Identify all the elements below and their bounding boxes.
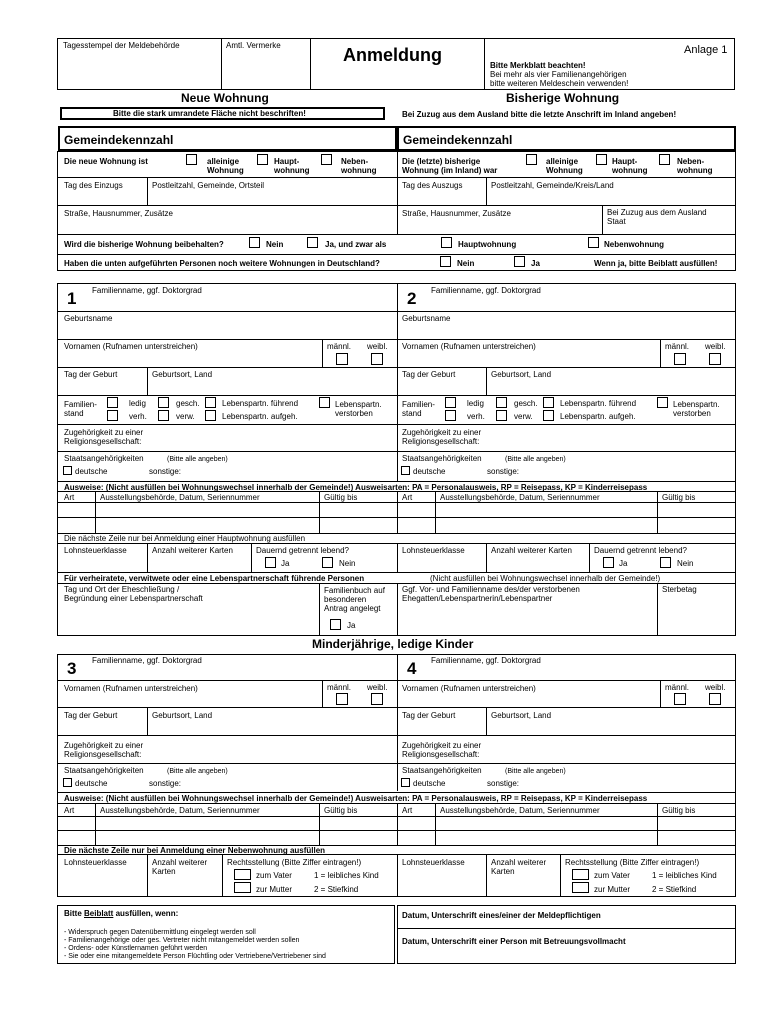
divider: [57, 339, 736, 340]
beiblatt-heading: [64, 909, 178, 918]
divider: [57, 234, 736, 235]
lp-aufgeh-checkbox[interactable]: [205, 410, 216, 421]
religion-label[interactable]: Zugehörigkeit zu einer: [402, 428, 482, 437]
staat-label: Staatsangehörigkeiten: [64, 454, 144, 463]
nebenwohnung-note: Die nächste Zeile nur bei Anmeldung einer Nebenwohnung ausfüllen: [64, 846, 326, 855]
leiblich-label: 1 = leibliches Kind: [314, 871, 379, 880]
religion-label-2[interactable]: Religionsgesellschaft:: [402, 437, 480, 446]
familien-note-2: bitte weiteren Meldeschein verwenden!: [490, 79, 629, 88]
deutsche-label: deutsche: [413, 467, 446, 476]
verw-label: verw.: [514, 412, 533, 421]
bisherige-war-1: Die (letzte) bisherige: [402, 157, 481, 166]
gueltig-label: Gültig bis: [662, 806, 696, 815]
opt-haupt-wohnung: wohnung: [274, 166, 310, 175]
beibehalten-ja-label: Ja, und zwar als: [325, 240, 387, 249]
divider: [397, 803, 398, 845]
divider: [660, 339, 661, 367]
ausstellung-label: Ausstellungsbehörde, Datum, Seriennummer: [100, 806, 260, 815]
sterbetag-label[interactable]: Sterbetag: [662, 585, 697, 594]
ehe-heading-note: (Nicht ausfüllen bei Wohnungswechsel innerhalb der Gemeinde!): [430, 574, 661, 583]
art-label: Art: [64, 493, 75, 502]
sonstige-label[interactable]: sonstige:: [149, 779, 182, 788]
beiblatt-word: Beiblatt: [84, 909, 114, 918]
strasse-alt-label[interactable]: Straße, Hausnummer, Zusätze: [402, 209, 511, 218]
lp-fuehrend-label: Lebenspartn. führend: [222, 399, 299, 408]
weitere-nein-label: Nein: [457, 259, 475, 268]
divider: [222, 854, 223, 897]
divider: [57, 205, 736, 206]
familienstand-label-2: stand: [64, 409, 84, 418]
divider: [657, 803, 658, 845]
verstorbene-label[interactable]: Ggf. Vor- und Familienname des/der verstorbenen: [402, 585, 580, 594]
ehe-heading: Für verheiratete, verwitwete oder eine Lebenspartnerschaft führende Personen: [64, 574, 365, 583]
divider: [397, 654, 398, 791]
divider: [657, 583, 658, 636]
weibl-label: weibl.: [705, 683, 726, 692]
maennl-checkbox[interactable]: [674, 693, 686, 705]
weitere-ja-checkbox[interactable]: [514, 256, 525, 267]
divider: [57, 311, 736, 312]
divider: [57, 792, 736, 793]
geburtsort-label[interactable]: Geburtsort, Land: [152, 370, 213, 379]
weibl-label: weibl.: [367, 342, 388, 351]
deutsche-checkbox[interactable]: [63, 778, 72, 787]
weitere-ja-label: Ja: [531, 259, 540, 268]
familienname-label[interactable]: Familienname, ggf. Doktorgrad: [92, 286, 202, 295]
deutsche-checkbox[interactable]: [401, 778, 410, 787]
rechtsstellung-label: Rechtsstellung (Bitte Ziffer eintragen!): [227, 858, 362, 867]
weibl-label: weibl.: [705, 342, 726, 351]
ausweise-heading: Ausweise: (Nicht ausfüllen bei Wohnungswechsel innerhalb der Gemeinde!) Ausweisarten: PA = Personalausweis, RP = Reisepass, KP = Kinderreisepass: [64, 794, 648, 803]
divider: [147, 854, 148, 897]
getrennt-ja-checkbox[interactable]: [603, 557, 614, 568]
lp-fuehrend-checkbox[interactable]: [543, 397, 554, 408]
lp-aufgeh-label: Lebenspartn. aufgeh.: [560, 412, 636, 421]
divider: [486, 367, 487, 395]
maennl-label: männl.: [665, 683, 690, 692]
divider: [322, 680, 323, 707]
divider: [435, 491, 436, 533]
anlage-label: Anlage 1: [684, 44, 728, 56]
ja-label: Ja: [619, 559, 628, 568]
divider: [57, 735, 736, 736]
divider: [95, 491, 96, 533]
religion-label-2[interactable]: Religionsgesellschaft:: [402, 750, 480, 759]
divider: [57, 367, 736, 368]
familienstand-label: Familien-: [402, 400, 435, 409]
anzahl-karten-label[interactable]: Anzahl weiterer Karten: [491, 546, 572, 555]
verw-label: verw.: [176, 412, 195, 421]
divider: [95, 803, 96, 845]
divider: [147, 543, 148, 572]
deutsche-checkbox[interactable]: [401, 466, 410, 475]
neben-neu-checkbox[interactable]: [321, 154, 332, 165]
gesch-checkbox[interactable]: [158, 397, 169, 408]
divider: [57, 763, 736, 764]
divider: [660, 680, 661, 707]
beibehalten-neben-checkbox[interactable]: [588, 237, 599, 248]
beiblatt-note: Wenn ja, bitte Beiblatt ausfüllen!: [594, 259, 718, 268]
ausstellung-label: Ausstellungsbehörde, Datum, Seriennummer: [440, 806, 600, 815]
art-label: Art: [402, 806, 413, 815]
leiblich-label: 1 = leibliches Kind: [652, 871, 717, 880]
ledig-label: ledig: [467, 399, 484, 408]
deutsche-label: deutsche: [75, 779, 108, 788]
divider: [657, 491, 658, 533]
geburtstag-label[interactable]: Tag der Geburt: [402, 711, 456, 720]
stamp-label: Tagesstempel der Meldebehörde: [63, 41, 180, 50]
ja-label: Ja: [281, 559, 290, 568]
divider: [560, 854, 561, 897]
alleinige-alt-checkbox[interactable]: [526, 154, 537, 165]
religion-label[interactable]: Zugehörigkeit zu einer: [64, 741, 144, 750]
verh-checkbox[interactable]: [107, 410, 118, 421]
bisherige-war-2: Wohnung (im Inland) war: [402, 166, 498, 175]
divider: [147, 177, 148, 205]
verh-label: verh.: [129, 412, 147, 421]
geburtsort-label[interactable]: Geburtsort, Land: [491, 370, 552, 379]
beiblatt-item: - Widerspruch gegen Datenübermittlung eingelegt werden soll: [64, 929, 256, 936]
lohnsteuer-label[interactable]: Lohnsteuerklasse: [402, 546, 465, 555]
merkblatt-note: Bitte Merkblatt beachten!: [490, 61, 586, 70]
ausweise-heading: Ausweise: (Nicht ausfüllen bei Wohnungswechsel innerhalb der Gemeinde!) Ausweisarten: PA = Personalausweis, RP = Reisepass, KP = Kinderreisepass: [64, 483, 648, 492]
maennl-label: männl.: [327, 683, 352, 692]
neben-alt-checkbox[interactable]: [659, 154, 670, 165]
staat-label: Staatsangehörigkeiten: [402, 454, 482, 463]
beiblatt-item: - Ordens- oder Künstlernamen geführt werden: [64, 945, 208, 952]
divider: [57, 481, 736, 482]
ausland-label-2[interactable]: Staat: [607, 217, 626, 226]
geburtsname-label[interactable]: Geburtsname: [64, 314, 113, 323]
divider: [147, 707, 148, 735]
gueltig-label: Gültig bis: [324, 493, 358, 502]
unterschrift-betreuung[interactable]: Datum, Unterschrift einer Person mit Betreuungsvollmacht: [402, 937, 626, 946]
unterschrift-meldepflichtige[interactable]: Datum, Unterschrift eines/einer der Meldepflichtigen: [402, 911, 601, 920]
divider: [251, 543, 252, 572]
maennl-label: männl.: [327, 342, 352, 351]
weibl-checkbox[interactable]: [371, 353, 383, 365]
weibl-label: weibl.: [367, 683, 388, 692]
zum-vater-input[interactable]: [572, 869, 589, 880]
deutsche-checkbox[interactable]: [63, 466, 72, 475]
sonstige-label[interactable]: sonstige:: [149, 467, 182, 476]
divider: [397, 928, 736, 929]
stief-label: 2 = Stiefkind: [652, 885, 697, 894]
divider: [322, 339, 323, 367]
ausland-note: Bei Zuzug aus dem Ausland bitte die letzte Anschrift im Inland angeben!: [402, 110, 677, 119]
alleinige-neu-checkbox[interactable]: [186, 154, 197, 165]
verw-checkbox[interactable]: [496, 410, 507, 421]
divider: [319, 491, 320, 533]
divider: [57, 424, 736, 425]
divider: [57, 254, 736, 255]
staat-label: Staatsangehörigkeiten: [402, 766, 482, 775]
maennl-label: männl.: [665, 342, 690, 351]
gemeindekennzahl-neu: Gemeindekennzahl: [64, 133, 174, 147]
gesch-checkbox[interactable]: [496, 397, 507, 408]
religion-label[interactable]: Zugehörigkeit zu einer: [64, 428, 144, 437]
lp-verst-label-2: verstorben: [335, 409, 373, 418]
eheschliessung-label-2[interactable]: Begründung einer Lebenspartnerschaft: [64, 594, 203, 603]
opt-haupt: Haupt-: [274, 157, 300, 166]
divider: [397, 583, 398, 636]
divider: [57, 177, 736, 178]
staat-label: Staatsangehörigkeiten: [64, 766, 144, 775]
beiblatt-item: - Familienangehörige oder ges. Vertreter nicht mitangemeldet werden sollen: [64, 937, 300, 944]
familienname-label[interactable]: Familienname, ggf. Doktorgrad: [92, 656, 202, 665]
staat-note: (Bitte alle angeben): [505, 768, 566, 775]
verh-checkbox[interactable]: [445, 410, 456, 421]
ledig-label: ledig: [129, 399, 146, 408]
divider: [486, 177, 487, 205]
person-number-1: 1: [67, 289, 77, 308]
zur-mutter-input[interactable]: [572, 882, 589, 893]
auszug-label[interactable]: Tag des Auszugs: [402, 181, 463, 190]
familienname-label[interactable]: Familienname, ggf. Doktorgrad: [431, 286, 541, 295]
anzahl-karten-label[interactable]: Anzahl weiterer: [152, 858, 208, 867]
familienbuch-label: Familienbuch auf: [324, 586, 385, 595]
divider: [589, 543, 590, 572]
verh-label: verh.: [467, 412, 485, 421]
person-number-2: 2: [407, 289, 417, 308]
religion-label[interactable]: Zugehörigkeit zu einer: [402, 741, 482, 750]
deutsche-label: deutsche: [413, 779, 446, 788]
beibehalten-haupt-label: Hauptwohnung: [458, 240, 517, 249]
anzahl-karten-label[interactable]: Anzahl weiterer: [491, 858, 547, 867]
lp-fuehrend-checkbox[interactable]: [205, 397, 216, 408]
geburtsort-label[interactable]: Geburtsort, Land: [152, 711, 213, 720]
beibehalten-haupt-checkbox[interactable]: [441, 237, 452, 248]
weitere-nein-checkbox[interactable]: [440, 256, 451, 267]
haupt-alt-checkbox[interactable]: [596, 154, 607, 165]
zum-vater-label: zum Vater: [594, 871, 630, 880]
deutsche-label: deutsche: [75, 467, 108, 476]
familienstand-label: Familien-: [64, 400, 97, 409]
opt-alleinige: alleinige: [207, 157, 240, 166]
beibehalten-nein-checkbox[interactable]: [249, 237, 260, 248]
divider: [319, 803, 320, 845]
gueltig-label: Gültig bis: [662, 493, 696, 502]
maennl-checkbox[interactable]: [674, 353, 686, 365]
getrennt-label: Dauernd getrennt lebend?: [256, 546, 349, 555]
familienname-label[interactable]: Familienname, ggf. Doktorgrad: [431, 656, 541, 665]
divider: [57, 451, 736, 452]
lp-verst-label: Lebenspartn.: [335, 400, 382, 409]
divider: [310, 38, 311, 90]
lohnsteuer-label[interactable]: Lohnsteuerklasse: [64, 858, 127, 867]
geburtstag-label[interactable]: Tag der Geburt: [64, 370, 118, 379]
divider: [57, 572, 736, 573]
beibehalten-ja-checkbox[interactable]: [307, 237, 318, 248]
person-number-4: 4: [407, 659, 417, 678]
art-label: Art: [402, 493, 413, 502]
vermerke-label: Amtl. Vermerke: [226, 41, 281, 50]
staat-note: (Bitte alle angeben): [505, 456, 566, 463]
divider: [486, 543, 487, 572]
minderjaehrige-heading: Minderjährige, ledige Kinder: [312, 637, 474, 651]
geburtstag-label[interactable]: Tag der Geburt: [64, 711, 118, 720]
divider: [397, 491, 398, 533]
divider: [602, 205, 603, 234]
nein-label: Nein: [677, 559, 694, 568]
staat-note: (Bitte alle angeben): [167, 768, 228, 775]
lohnsteuer-label[interactable]: Lohnsteuerklasse: [64, 546, 127, 555]
neue-wohnung-heading: Neue Wohnung: [181, 91, 269, 105]
rechtsstellung-label: Rechtsstellung (Bitte Ziffer eintragen!): [565, 858, 700, 867]
strasse-neu-label[interactable]: Straße, Hausnummer, Zusätze: [64, 209, 173, 218]
beibehalten-question: Wird die bisherige Wohnung beibehalten?: [64, 240, 224, 249]
bisherige-wohnung-heading: Bisherige Wohnung: [506, 91, 620, 105]
anzahl-karten-label-2[interactable]: Karten: [152, 867, 176, 876]
anzahl-karten-label-2[interactable]: Karten: [491, 867, 515, 876]
divider: [435, 803, 436, 845]
zum-vater-input[interactable]: [234, 869, 251, 880]
zur-mutter-label: zur Mutter: [256, 885, 293, 894]
gesch-label: gesch.: [514, 399, 538, 408]
vornamen-label[interactable]: Vornamen (Rufnamen unterstreichen): [64, 342, 198, 351]
geburtsname-label[interactable]: Geburtsname: [402, 314, 451, 323]
familien-note-1: Bei mehr als vier Familienangehörigen: [490, 70, 627, 79]
lp-verst-label-2: verstorben: [673, 409, 711, 418]
divider: [486, 854, 487, 897]
gesch-label: gesch.: [176, 399, 200, 408]
religion-label-2[interactable]: Religionsgesellschaft:: [64, 437, 142, 446]
beiblatt-item: - Sie oder eine mitangemeldete Person Flüchtling oder Vertriebene/Vertriebener sind: [64, 953, 326, 960]
familienbuch-ja-label: Ja: [347, 621, 356, 630]
lp-verst-checkbox[interactable]: [319, 397, 330, 408]
vornamen-label[interactable]: Vornamen (Rufnamen unterstreichen): [64, 684, 198, 693]
weibl-checkbox[interactable]: [709, 693, 721, 705]
divider: [319, 583, 320, 636]
beibehalten-neben-label: Nebenwohnung: [604, 240, 664, 249]
getrennt-label: Dauernd getrennt lebend?: [594, 546, 687, 555]
lp-fuehrend-label: Lebenspartn. führend: [560, 399, 637, 408]
getrennt-ja-checkbox[interactable]: [265, 557, 276, 568]
opt-haupt-wohnung: wohnung: [612, 166, 648, 175]
opt-haupt: Haupt-: [612, 157, 638, 166]
divider: [221, 38, 222, 90]
opt-wohnung: Wohnung: [207, 166, 244, 175]
maennl-checkbox[interactable]: [336, 353, 348, 365]
divider: [486, 707, 487, 735]
weibl-checkbox[interactable]: [709, 353, 721, 365]
opt-neben: Neben-: [341, 157, 369, 166]
weitere-wohnungen-question: Haben die unten aufgeführten Personen noch weitere Wohnungen in Deutschland?: [64, 259, 380, 268]
sonstige-label[interactable]: sonstige:: [487, 779, 520, 788]
divider: [57, 395, 736, 396]
sonstige-label[interactable]: sonstige:: [487, 467, 520, 476]
divider: [57, 680, 736, 681]
maennl-checkbox[interactable]: [336, 693, 348, 705]
beiblatt-pre: Bitte: [64, 909, 84, 918]
person-number-3: 3: [67, 659, 77, 678]
lp-aufgeh-label: Lebenspartn. aufgeh.: [222, 412, 298, 421]
wohnung-ist-label: Die neue Wohnung ist: [64, 157, 148, 166]
ledig-checkbox[interactable]: [107, 397, 118, 408]
familienbuch-label-3: Antrag angelegt: [324, 604, 381, 613]
divider: [57, 707, 736, 708]
opt-alleinige: alleinige: [546, 157, 579, 166]
lp-aufgeh-checkbox[interactable]: [543, 410, 554, 421]
eheschliessung-label[interactable]: Tag und Ort der Eheschließung /: [64, 585, 180, 594]
vornamen-label[interactable]: Vornamen (Rufnamen unterstreichen): [402, 684, 536, 693]
beiblatt-post: ausfüllen, wenn:: [113, 909, 179, 918]
form-title: Anmeldung: [343, 45, 442, 65]
religion-label-2[interactable]: Religionsgesellschaft:: [64, 750, 142, 759]
gemeindekennzahl-alt: Gemeindekennzahl: [403, 133, 513, 147]
familienbuch-label-2: besonderen: [324, 595, 367, 604]
familienbuch-ja-checkbox[interactable]: [330, 619, 341, 630]
beibehalten-nein-label: Nein: [266, 240, 284, 249]
zur-mutter-input[interactable]: [234, 882, 251, 893]
familienstand-label-2: stand: [402, 409, 422, 418]
opt-neben-wohnung: wohnung: [341, 166, 377, 175]
geburtsort-label[interactable]: Geburtsort, Land: [491, 711, 552, 720]
art-label: Art: [64, 806, 75, 815]
ledig-checkbox[interactable]: [445, 397, 456, 408]
lohnsteuer-label[interactable]: Lohnsteuerklasse: [402, 858, 465, 867]
zur-mutter-label: zur Mutter: [594, 885, 631, 894]
getrennt-nein-checkbox[interactable]: [322, 557, 333, 568]
divider: [397, 151, 398, 234]
nein-label: Nein: [339, 559, 356, 568]
anzahl-karten-label[interactable]: Anzahl weiterer Karten: [152, 546, 233, 555]
ausland-label-1: Bei Zuzug aus dem Ausland: [607, 208, 707, 217]
opt-neben-wohnung: wohnung: [677, 166, 713, 175]
einzug-label[interactable]: Tag des Einzugs: [64, 181, 123, 190]
divider: [397, 854, 398, 897]
verstorbene-label-2[interactable]: Ehegatten/Lebenspartnerin/Lebenspartner: [402, 594, 553, 603]
ausstellung-label: Ausstellungsbehörde, Datum, Seriennummer: [100, 493, 260, 502]
ausstellung-label: Ausstellungsbehörde, Datum, Seriennummer: [440, 493, 600, 502]
plz-neu-label[interactable]: Postleitzahl, Gemeinde, Ortsteil: [152, 181, 265, 190]
haupt-neu-checkbox[interactable]: [257, 154, 268, 165]
divider: [484, 38, 485, 90]
verw-checkbox[interactable]: [158, 410, 169, 421]
getrennt-nein-checkbox[interactable]: [660, 557, 671, 568]
plz-alt-label[interactable]: Postleitzahl, Gemeinde/Kreis/Land: [491, 181, 614, 190]
lp-verst-label: Lebenspartn.: [673, 400, 720, 409]
opt-wohnung: Wohnung: [546, 166, 583, 175]
stief-label: 2 = Stiefkind: [314, 885, 359, 894]
geburtstag-label[interactable]: Tag der Geburt: [402, 370, 456, 379]
lp-verst-checkbox[interactable]: [657, 397, 668, 408]
vornamen-label[interactable]: Vornamen (Rufnamen unterstreichen): [402, 342, 536, 351]
weibl-checkbox[interactable]: [371, 693, 383, 705]
opt-neben: Neben-: [677, 157, 705, 166]
warning-text: Bitte die stark umrandete Fläche nicht beschriften!: [113, 109, 306, 118]
divider: [397, 543, 398, 572]
gueltig-label: Gültig bis: [324, 806, 358, 815]
hauptwohnung-note: Die nächste Zeile nur bei Anmeldung einer Hauptwohnung ausfüllen: [64, 534, 306, 543]
zum-vater-label: zum Vater: [256, 871, 292, 880]
divider: [147, 367, 148, 395]
staat-note: (Bitte alle angeben): [167, 456, 228, 463]
